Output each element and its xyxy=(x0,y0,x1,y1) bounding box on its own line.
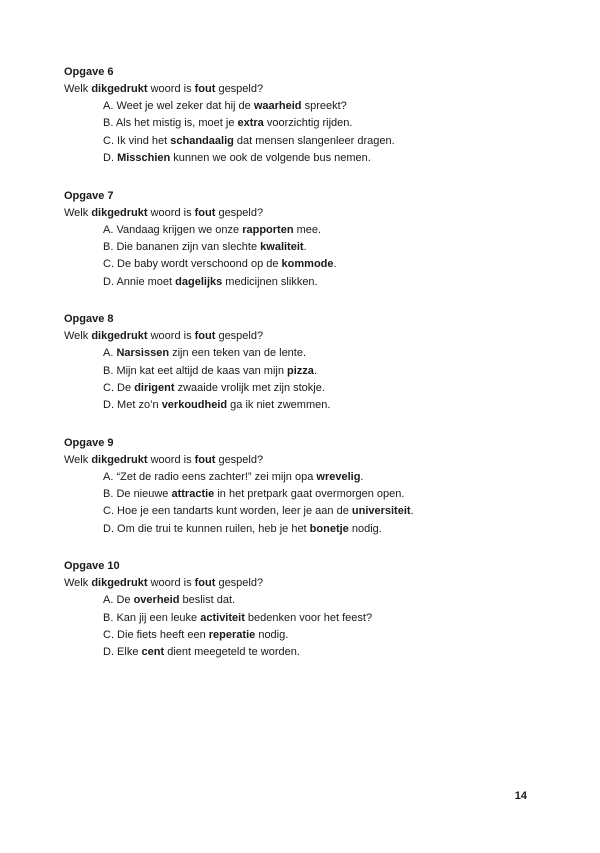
option-bold-word: attractie xyxy=(171,488,215,501)
option-text: C. De xyxy=(103,381,135,394)
question-bold-word: fout xyxy=(194,330,216,343)
option-bold-word: universiteit xyxy=(351,505,411,518)
question-text: gespeld? xyxy=(215,453,264,466)
option-text: B. Mijn kat eet altijd de kaas van mijn xyxy=(103,364,288,377)
option-text: C. Ik vind het xyxy=(103,134,171,147)
option-bold-word: reperatie xyxy=(208,629,256,642)
option-text: nodig. xyxy=(348,522,382,535)
question-text: woord is xyxy=(147,577,195,590)
answer-option-b xyxy=(103,486,544,503)
answer-option-c xyxy=(103,380,544,397)
exercise-7 xyxy=(64,188,544,292)
answer-option-a xyxy=(103,592,544,609)
answer-option-a xyxy=(103,98,544,115)
question-text: gespeld? xyxy=(215,83,264,95)
answer-option-b xyxy=(103,610,544,627)
option-bold-word: bonetje xyxy=(309,522,349,535)
option-text: A. De xyxy=(103,594,134,607)
option-text: spreekt? xyxy=(301,100,347,112)
option-bold-word: schandaalig xyxy=(170,134,234,147)
option-text: B. De nieuwe xyxy=(103,488,172,501)
answer-option-c xyxy=(103,256,544,273)
exercise-title: Opgave 9 xyxy=(64,436,114,449)
option-text: A. xyxy=(103,347,117,360)
option-bold-word: dagelijks xyxy=(175,275,223,288)
option-bold-word: overheid xyxy=(133,594,180,607)
answer-option-a xyxy=(103,469,544,486)
question-bold-word: dikgedrukt xyxy=(91,83,148,95)
question-bold-word: fout xyxy=(194,453,216,466)
question-text: Welk xyxy=(64,577,92,590)
answer-options xyxy=(64,222,544,292)
option-text: B. Kan jij een leuke xyxy=(103,611,201,624)
answer-option-c xyxy=(103,627,544,644)
option-text: dat mensen slangenleer dragen. xyxy=(233,134,395,147)
option-text: D. Annie moet xyxy=(103,275,176,288)
option-text: B. Die bananen zijn van slechte xyxy=(103,240,261,253)
answer-option-a xyxy=(103,222,544,239)
option-bold-word: kwaliteit xyxy=(260,240,304,253)
option-text: mee. xyxy=(293,223,322,236)
option-text: C. Hoe je een tandarts kunt worden, leer je aan de xyxy=(103,505,352,518)
option-text: D. Elke xyxy=(103,646,142,659)
answer-options xyxy=(64,98,544,168)
question-text: gespeld? xyxy=(215,577,264,590)
option-text: zijn een teken van de lente. xyxy=(169,347,307,360)
option-text: D. Met zo’n xyxy=(103,399,162,412)
exercise-10 xyxy=(64,558,544,662)
option-bold-word: waarheid xyxy=(253,100,302,112)
option-text: . xyxy=(313,364,317,377)
option-text: C. De baby wordt verschoond op de xyxy=(103,258,282,271)
option-text: A. “Zet de radio eens zachter!” zei mijn opa xyxy=(103,470,317,483)
option-bold-word: cent xyxy=(141,646,165,659)
exercise-6 xyxy=(64,64,544,168)
option-bold-word: pizza xyxy=(287,364,314,377)
option-text: . xyxy=(303,240,307,253)
question-bold-word: dikgedrukt xyxy=(91,330,148,343)
answer-option-b xyxy=(103,115,544,132)
option-bold-word: rapporten xyxy=(242,223,294,236)
exercise-title: Opgave 8 xyxy=(64,313,114,326)
answer-option-d xyxy=(103,397,544,414)
question-bold-word: fout xyxy=(194,83,216,95)
exercise-question xyxy=(64,205,544,222)
question-text: gespeld? xyxy=(215,330,264,343)
option-text: bedenken voor het feest? xyxy=(244,611,373,624)
answer-option-d xyxy=(103,274,544,291)
answer-option-c xyxy=(103,503,544,520)
answer-option-b xyxy=(103,239,544,256)
option-bold-word: Misschien xyxy=(117,152,171,165)
option-text: dient meegeteld te worden. xyxy=(164,646,300,659)
option-text: kunnen we ook de volgende bus nemen. xyxy=(170,152,371,165)
option-text: ga ik niet zwemmen. xyxy=(227,399,331,412)
answer-option-d xyxy=(103,644,544,661)
exercise-question xyxy=(64,81,544,98)
exercise-8 xyxy=(64,311,544,415)
question-text: Welk xyxy=(64,83,92,95)
option-text: . xyxy=(410,505,414,518)
question-text: gespeld? xyxy=(215,206,264,219)
exercise-title: Opgave 6 xyxy=(64,66,114,78)
option-text: A. Weet je wel zeker dat hij de xyxy=(103,100,254,112)
option-bold-word: kommode xyxy=(281,258,334,271)
exercise-title: Opgave 7 xyxy=(64,189,114,202)
question-bold-word: fout xyxy=(194,206,216,219)
option-text: B. Als het mistig is, moet je xyxy=(103,117,238,130)
answer-option-d xyxy=(103,521,544,538)
answer-options xyxy=(64,592,544,662)
question-bold-word: dikgedrukt xyxy=(91,206,148,219)
option-text: voorzichtig rijden. xyxy=(263,117,353,130)
answer-option-d xyxy=(103,150,544,167)
question-text: Welk xyxy=(64,206,92,219)
question-text: woord is xyxy=(147,83,195,95)
option-text: D. xyxy=(103,152,118,165)
option-bold-word: extra xyxy=(237,117,264,130)
option-text: beslist dat. xyxy=(179,594,236,607)
option-text: A. Vandaag krijgen we onze xyxy=(103,223,243,236)
question-bold-word: fout xyxy=(194,577,216,590)
answer-option-b xyxy=(103,363,544,380)
exercise-question xyxy=(64,452,544,469)
exercise-question xyxy=(64,328,544,345)
exercise-list xyxy=(64,64,544,682)
option-text: C. Die fiets heeft een xyxy=(103,629,209,642)
question-text: woord is xyxy=(147,330,195,343)
answer-option-a xyxy=(103,345,544,362)
option-text: . xyxy=(333,258,337,271)
exercise-title: Opgave 10 xyxy=(64,560,120,573)
option-bold-word: wrevelig xyxy=(316,470,361,483)
question-text: Welk xyxy=(64,330,92,343)
exercise-question xyxy=(64,575,544,592)
question-bold-word: dikgedrukt xyxy=(91,577,148,590)
option-bold-word: verkoudheid xyxy=(161,399,228,412)
option-text: nodig. xyxy=(255,629,289,642)
option-text: medicijnen slikken. xyxy=(222,275,318,288)
option-bold-word: Narsissen xyxy=(116,347,170,360)
question-text: woord is xyxy=(147,453,195,466)
option-text: . xyxy=(360,470,364,483)
option-bold-word: dirigent xyxy=(134,381,175,394)
option-bold-word: activiteit xyxy=(200,611,245,624)
answer-option-c xyxy=(103,133,544,150)
answer-options xyxy=(64,469,544,539)
option-text: zwaaide vrolijk met zijn stokje. xyxy=(174,381,325,394)
question-text: Welk xyxy=(64,453,92,466)
page-number: 14 xyxy=(514,790,527,802)
answer-options xyxy=(64,345,544,415)
option-text: in het pretpark gaat overmorgen open. xyxy=(214,488,405,501)
question-text: woord is xyxy=(147,206,195,219)
exercise-9 xyxy=(64,435,544,539)
option-text: D. Om die trui te kunnen ruilen, heb je het xyxy=(103,522,310,535)
question-bold-word: dikgedrukt xyxy=(91,453,148,466)
